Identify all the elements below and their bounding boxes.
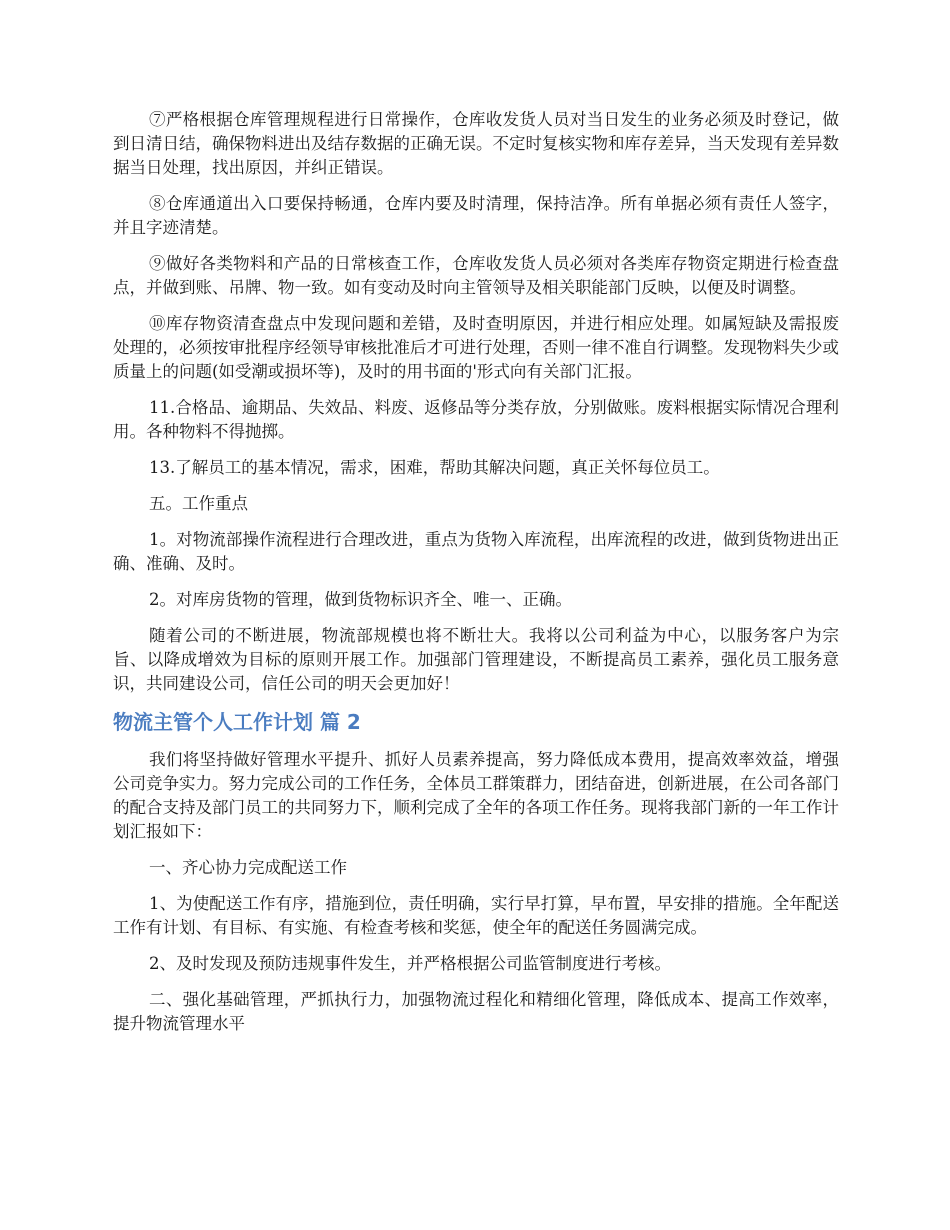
section-subheading: 一、齐心协力完成配送工作 bbox=[149, 858, 347, 877]
paragraph: 随着公司的不断进展，物流部规模也将不断壮大。我将以公司利益为中心，以服务客户为宗旨、以降成增效为目标的原则开展工作。加强部门管理建设，不断提高员工素养，强化员工服务意识，共同建设公司，信任公司的明天会更加好！ bbox=[113, 626, 839, 693]
paragraph: 二、强化基础管理，严抓执行力，加强物流过程化和精细化管理，降低成本、提高工作效率，提升物流管理水平 bbox=[113, 990, 839, 1033]
paragraph: 1、为使配送工作有序，措施到位，责任明确，实行早打算，早布置，早安排的措施。全年配送工作有计划、有目标、有实施、有检查考核和奖惩，使全年的配送任务圆满完成。 bbox=[113, 894, 839, 937]
section-subheading: 五。工作重点 bbox=[149, 494, 248, 513]
paragraph: ⑩库存物资清查盘点中发现问题和差错，及时查明原因，并进行相应处理。如属短缺及需报废处理的，必须按审批程序经领导审核批准后才可进行处理，否则一律不准自行调整。发现物料失少或质量上的问题(如受潮或损坏等)，及时的用书面的'形式向有关部门汇报。 bbox=[113, 314, 839, 381]
paragraph: 13.了解员工的基本情况，需求，困难，帮助其解决问题，真正关怀每位员工。 bbox=[149, 458, 720, 477]
paragraph: 我们将坚持做好管理水平提升、抓好人员素养提高，努力降低成本费用，提高效率效益，增强公司竞争实力。努力完成公司的工作任务，全体员工群策群力，团结奋进，创新进展，在公司各部门的配合支持及部门员工的共同努力下，顺利完成了全年的各项工作任务。现将我部门新的一年工作计划汇报如下： bbox=[113, 750, 839, 841]
paragraph: 2、及时发现及预防违规事件发生，并严格根据公司监管制度进行考核。 bbox=[149, 954, 671, 973]
paragraph: 11.合格品、逾期品、失效品、料废、返修品等分类存放，分别做账。废料根据实际情况合理利用。各种物料不得抛掷。 bbox=[113, 398, 839, 441]
document-body bbox=[113, 108, 839, 1048]
paragraph: ⑧仓库通道出入口要保持畅通，仓库内要及时清理，保持洁净。所有单据必须有责任人签字，并且字迹清楚。 bbox=[113, 194, 839, 237]
paragraph: 1。对物流部操作流程进行合理改进，重点为货物入库流程，出库流程的改进，做到货物进出正确、准确、及时。 bbox=[113, 530, 839, 573]
paragraph: 2。对库房货物的管理，做到货物标识齐全、唯一、正确。 bbox=[149, 590, 572, 609]
paragraph: ⑦严格根据仓库管理规程进行日常操作，仓库收发货人员对当日发生的业务必须及时登记，做到日清日结，确保物料进出及结存数据的正确无误。不定时复核实物和库存差异，当天发现有差异数据当日处理，找出原因，并纠正错误。 bbox=[113, 110, 839, 177]
paragraph: ⑨做好各类物料和产品的日常核查工作，仓库收发货人员必须对各类库存物资定期进行检查盘点，并做到账、吊牌、物一致。如有变动及时向主管领导及相关职能部门反映，以便及时调整。 bbox=[113, 254, 839, 297]
section-heading: 物流主管个人工作计划 篇 2 bbox=[113, 710, 361, 734]
